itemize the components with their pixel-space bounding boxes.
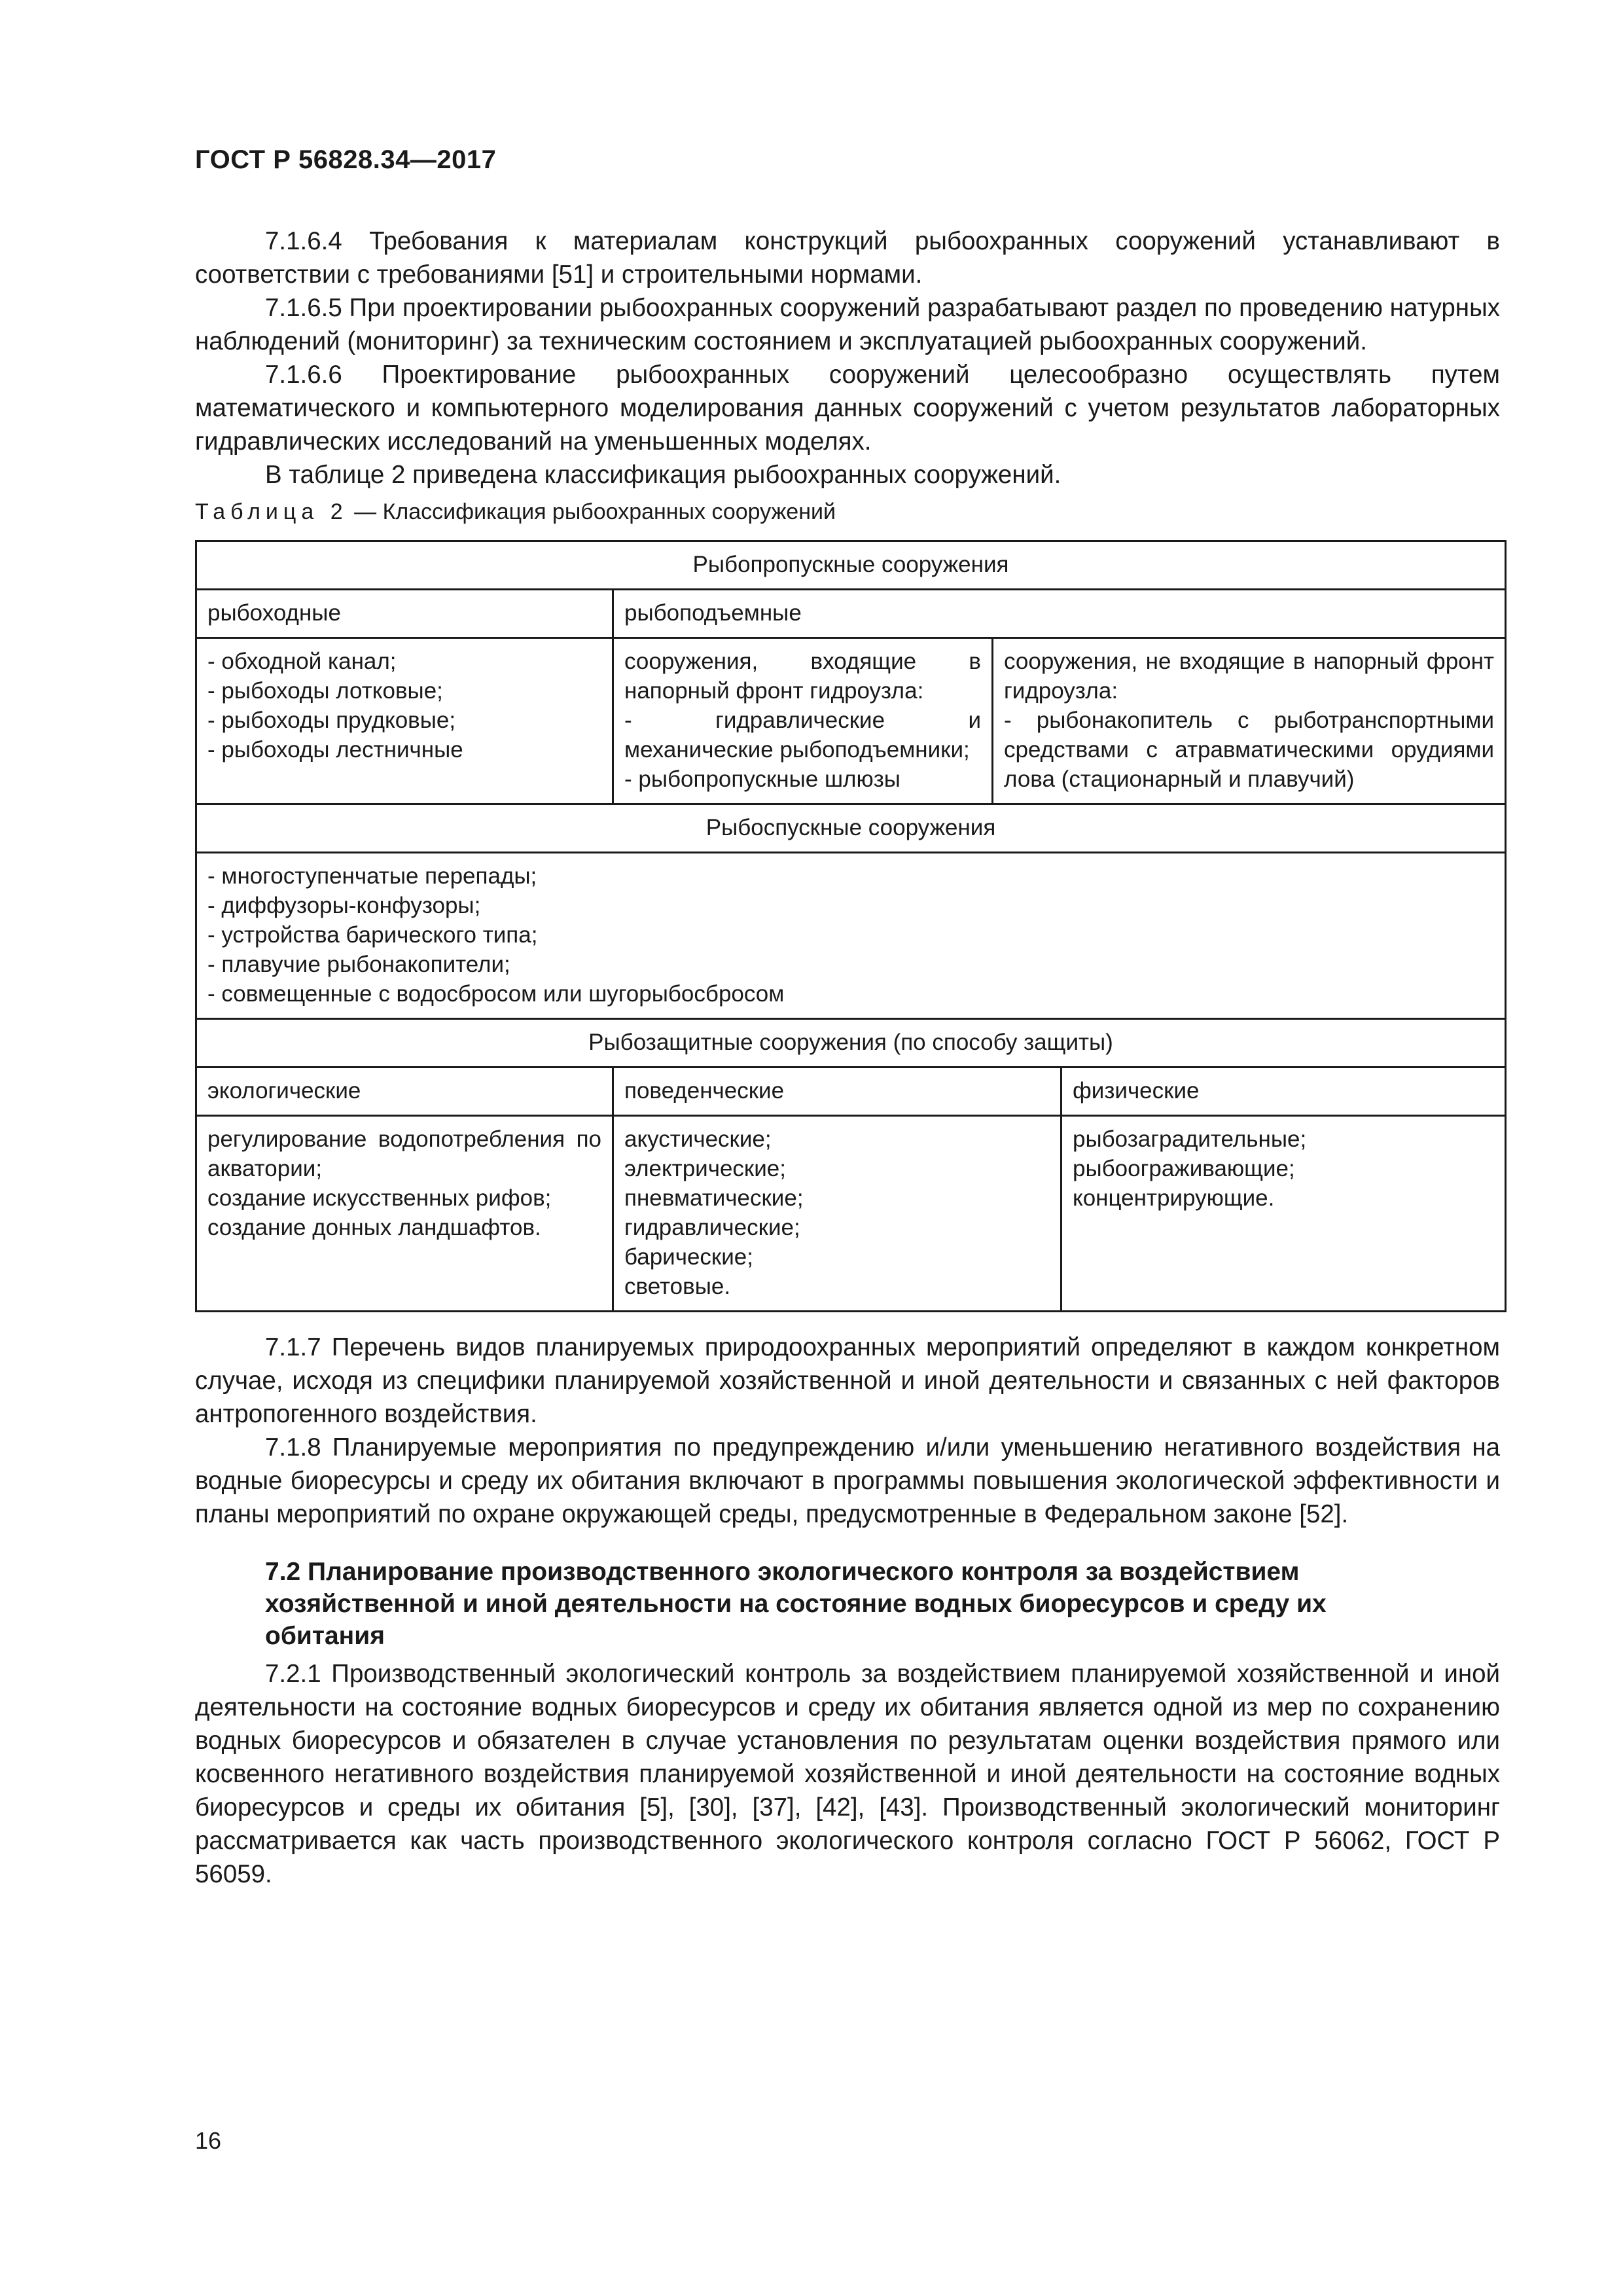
paragraph-7-1-6-5: 7.1.6.5 При проектировании рыбоохранных сооружений разрабатывают раздел по проведению натурных наблюдений (мониторинг) за техническим состоянием и эксплуатацией рыбоохранных сооружений. bbox=[195, 294, 1500, 355]
section-7-2-title: 7.2 Планирование производственного экологического контроля за воздействием хозяйственной и иной деятельности на состояние водных биоресурсов и среду их обитания bbox=[265, 1558, 1327, 1650]
table-caption-label: Таблица 2 bbox=[195, 499, 348, 524]
list-item: пневматические; bbox=[624, 1185, 804, 1211]
document-header: ГОСТ Р 56828.34—2017 bbox=[195, 145, 497, 174]
header-ecological: экологические bbox=[196, 1067, 613, 1116]
list-item: - многоступенчатые перепады; bbox=[207, 863, 537, 889]
list-item: - рыбоходы прудковые; bbox=[207, 708, 456, 733]
table-caption bbox=[195, 498, 1500, 526]
list-item: - рыбоходы лотковые; bbox=[207, 678, 443, 704]
list-item: - рыбоходы лестничные bbox=[207, 737, 463, 762]
paragraph-7-2-1: 7.2.1 Производственный экологический контроль за воздействием планируемой хозяйственной и иной деятельности на состояние водных биоресурсов и среду их обитания является одной из мер по сохранению водных биоресурсов и обязателен в случае установления по результатам оценки воздействия прямого или косвенного негативного воздействия планируемой хозяйственной и иной деятельности на состояние водных биоресурсов и среды их обитания [5], [30], [37], [42], [43]. Производственный экологический мониторинг рассматривается как часть производственного экологического контроля согласно ГОСТ Р 56062, ГОСТ Р 56059. bbox=[195, 1660, 1500, 1888]
list-item: - обходной канал; bbox=[207, 649, 397, 674]
header-physical: физические bbox=[1061, 1067, 1506, 1116]
fish-lifts-in-pressure-front-cell bbox=[613, 638, 993, 804]
list-item: электрические; bbox=[624, 1156, 786, 1181]
table-row bbox=[196, 804, 1506, 853]
list-item: - плавучие рыбонакопители; bbox=[207, 952, 510, 977]
list-item: регулирование водопотребления по акватории; bbox=[207, 1126, 601, 1181]
list-item: концентрирующие. bbox=[1073, 1185, 1275, 1211]
physical-cell bbox=[1061, 1116, 1506, 1312]
paragraph-7-1-7: 7.1.7 Перечень видов планируемых природоохранных мероприятий определяют в каждом конкретном случае, исходя из специфики планируемой хозяйственной и иной деятельности и связанных с ней факторов антропогенного воздействия. bbox=[195, 1333, 1500, 1428]
table-row bbox=[196, 1067, 1506, 1116]
header-fishways: рыбоходные bbox=[196, 590, 613, 638]
ecological-cell bbox=[196, 1116, 613, 1312]
table-row bbox=[196, 1019, 1506, 1067]
list-item: - рыбонакопитель с рыботранспортными средствами с атравматическими орудиями лова (стационарный и плавучий) bbox=[1004, 708, 1495, 792]
paragraph-7-1-6-6: 7.1.6.6 Проектирование рыбоохранных сооружений целесообразно осуществлять путем математического и компьютерного моделирования данных сооружений с учетом результатов лабораторных гидравлических исследований на уменьшенных моделях. bbox=[195, 361, 1500, 456]
list-item: барические; bbox=[624, 1244, 753, 1270]
list-item: гидравлические; bbox=[624, 1215, 800, 1240]
behavioral-cell bbox=[613, 1116, 1061, 1312]
table-row bbox=[196, 590, 1506, 638]
table-row bbox=[196, 541, 1506, 590]
list-item: - устройства барического типа; bbox=[207, 922, 538, 948]
list-item: - рыбопропускные шлюзы bbox=[624, 766, 901, 792]
list-item: - совмещенные с водосбросом или шугорыбосбросом bbox=[207, 981, 785, 1007]
table-row bbox=[196, 638, 1506, 804]
paragraph-7-1-8: 7.1.8 Планируемые мероприятия по предупреждению и/или уменьшению негативного воздействия на водные биоресурсы и среду их обитания включают в программы повышения экологической эффективности и планы мероприятий по охране окружающей среды, предусмотренные в Федеральном законе [52]. bbox=[195, 1433, 1500, 1528]
list-item: рыбозаградительные; bbox=[1073, 1126, 1307, 1152]
list-item: акустические; bbox=[624, 1126, 772, 1152]
table-row bbox=[196, 1116, 1506, 1312]
list-item: - гидравлические и механические рыбоподъемники; bbox=[624, 708, 981, 762]
header-behavioral: поведенческие bbox=[613, 1067, 1061, 1116]
list-item: световые. bbox=[624, 1274, 731, 1299]
list-item: рыбоограживающие; bbox=[1073, 1156, 1295, 1181]
list-item: - диффузоры-конфузоры; bbox=[207, 893, 481, 918]
section-title-fish-passes: Рыбопропускные сооружения bbox=[196, 541, 1506, 590]
header-fish-lifts: рыбоподъемные bbox=[613, 590, 1506, 638]
list-item: сооружения, входящие в напорный фронт гидроузла: bbox=[624, 649, 981, 704]
list-item: сооружения, не входящие в напорный фронт гидроузла: bbox=[1004, 649, 1495, 704]
section-title-fish-protection: Рыбозащитные сооружения (по способу защиты) bbox=[196, 1019, 1506, 1067]
document-body bbox=[195, 224, 1500, 1891]
paragraph-7-1-6-4: 7.1.6.4 Требования к материалам конструкций рыбоохранных сооружений устанавливают в соответствии с требованиями [51] и строительными нормами. bbox=[195, 227, 1500, 289]
fishways-cell bbox=[196, 638, 613, 804]
list-item: создание искусственных рифов; bbox=[207, 1185, 552, 1211]
page-number: 16 bbox=[195, 2127, 222, 2154]
fish-lifts-outside-pressure-front-cell bbox=[993, 638, 1506, 804]
fish-release-cell bbox=[196, 853, 1506, 1019]
classification-table bbox=[195, 540, 1507, 1312]
paragraph-table-intro: В таблице 2 приведена классификация рыбоохранных сооружений. bbox=[265, 461, 1061, 489]
table-caption-text: — Классификация рыбоохранных сооружений bbox=[348, 499, 836, 524]
list-item: создание донных ландшафтов. bbox=[207, 1215, 541, 1240]
section-title-fish-release: Рыбоспускные сооружения bbox=[196, 804, 1506, 853]
table-row bbox=[196, 853, 1506, 1019]
